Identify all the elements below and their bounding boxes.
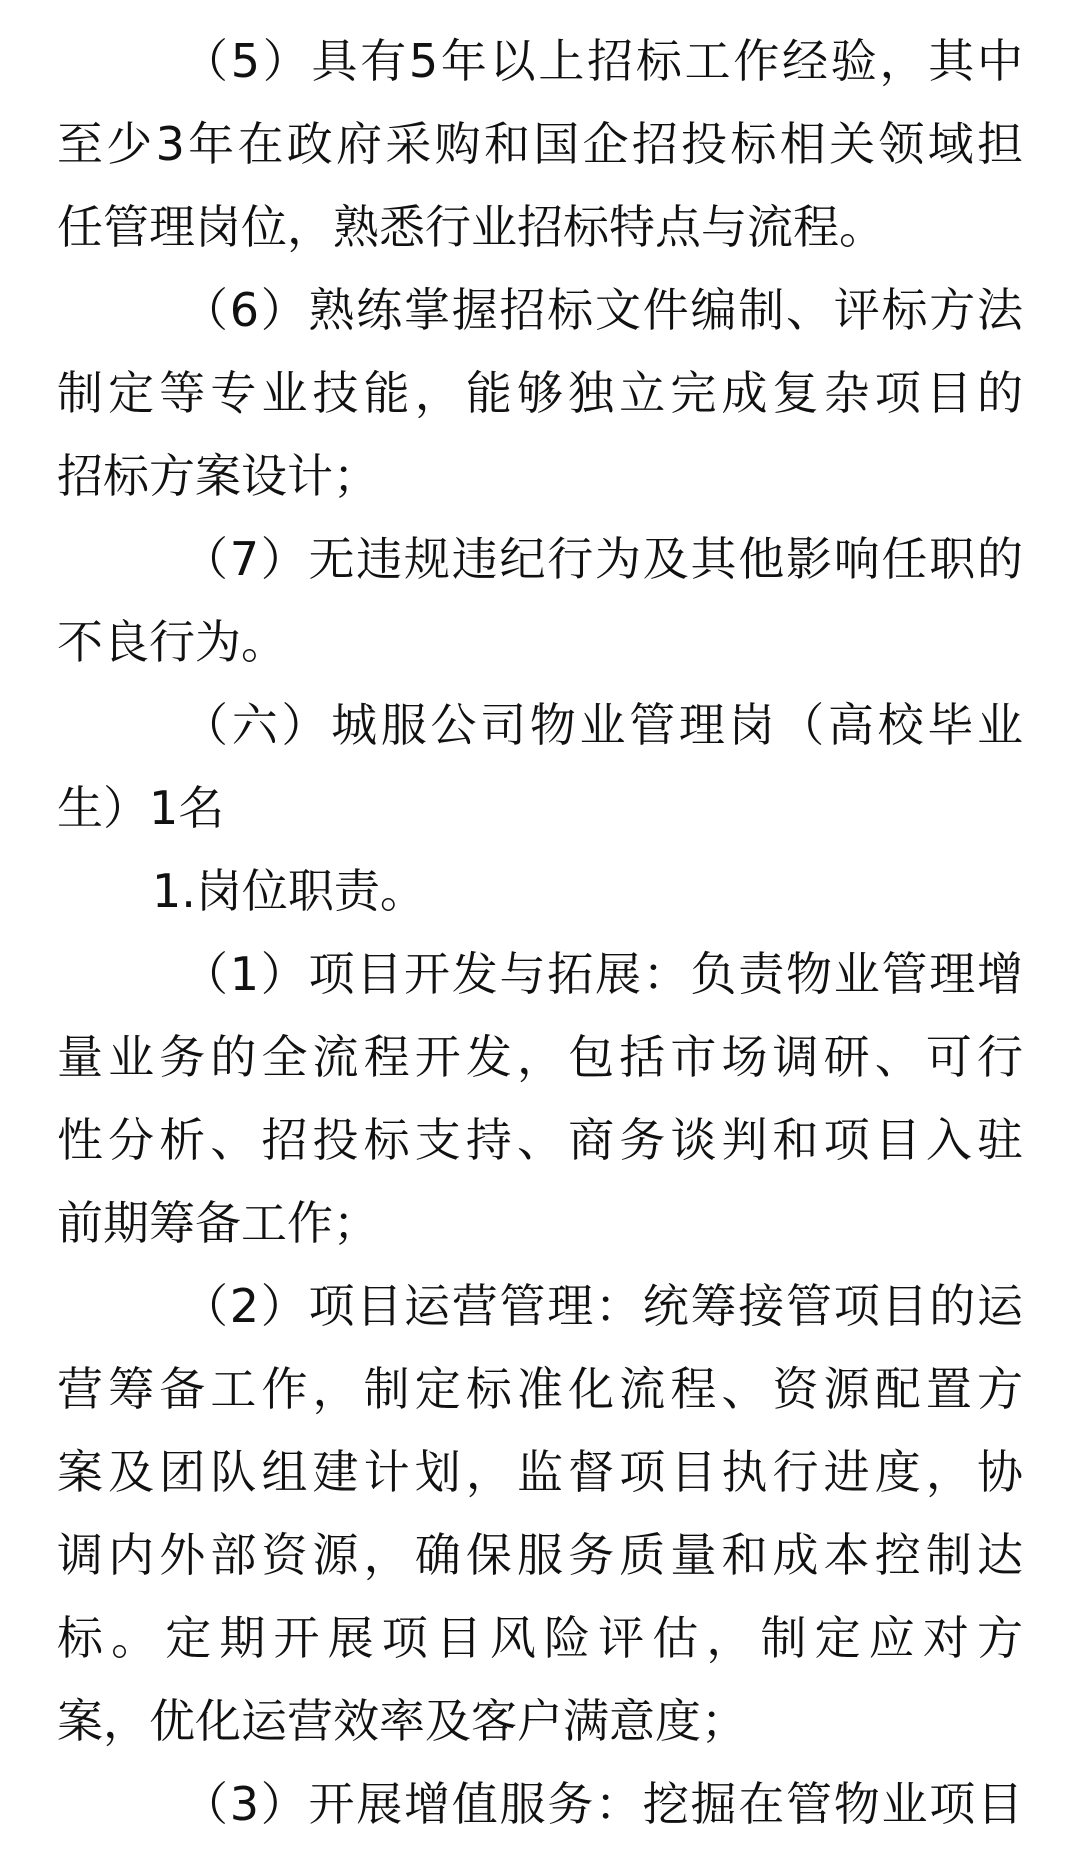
paragraph-line: 量业务的全流程开发，包括市场调研、可行: [57, 1030, 1023, 1084]
paragraph-line: 性分析、招投标支持、商务谈判和项目入驻: [57, 1113, 1023, 1167]
paragraph-line: 案及团队组建计划，监督项目执行进度，协: [57, 1445, 1023, 1499]
paragraph-line: 招标方案设计；: [57, 449, 379, 503]
paragraph-line: （1）项目开发与拓展：负责物业管理增: [182, 947, 1023, 1001]
paragraph-line: 标。定期开展项目风险评估，制定应对方: [57, 1611, 1023, 1665]
paragraph-line: 案，优化运营效率及客户满意度；: [57, 1694, 747, 1748]
paragraph-line: （7）无违规违纪行为及其他影响任职的: [182, 532, 1023, 586]
paragraph-line: 调内外部资源，确保服务质量和成本控制达: [57, 1528, 1023, 1582]
paragraph-line: （6）熟练掌握招标文件编制、评标方法: [182, 283, 1023, 337]
paragraph-line: （3）开展增值服务：挖掘在管物业项目: [182, 1777, 1023, 1831]
paragraph-line: 营筹备工作，制定标准化流程、资源配置方: [57, 1362, 1023, 1416]
paragraph-line: 制定等专业技能，能够独立完成复杂项目的: [57, 366, 1023, 420]
paragraph-line: 前期筹备工作；: [57, 1196, 379, 1250]
paragraph-line: （5）具有5年以上招标工作经验，其中: [182, 34, 1023, 88]
paragraph-line: 不良行为。: [57, 615, 287, 669]
paragraph-line: 任管理岗位，熟悉行业招标特点与流程。: [57, 200, 885, 254]
paragraph-line: 至少3年在政府采购和国企招投标相关领域担: [57, 117, 1023, 171]
subheading: 1.岗位职责。: [152, 864, 426, 918]
section-heading-line: 生）1名: [57, 781, 225, 835]
section-heading-line: （六）城服公司物业管理岗（高校毕业: [182, 698, 1023, 752]
paragraph-line: （2）项目运营管理：统筹接管项目的运: [182, 1279, 1023, 1333]
